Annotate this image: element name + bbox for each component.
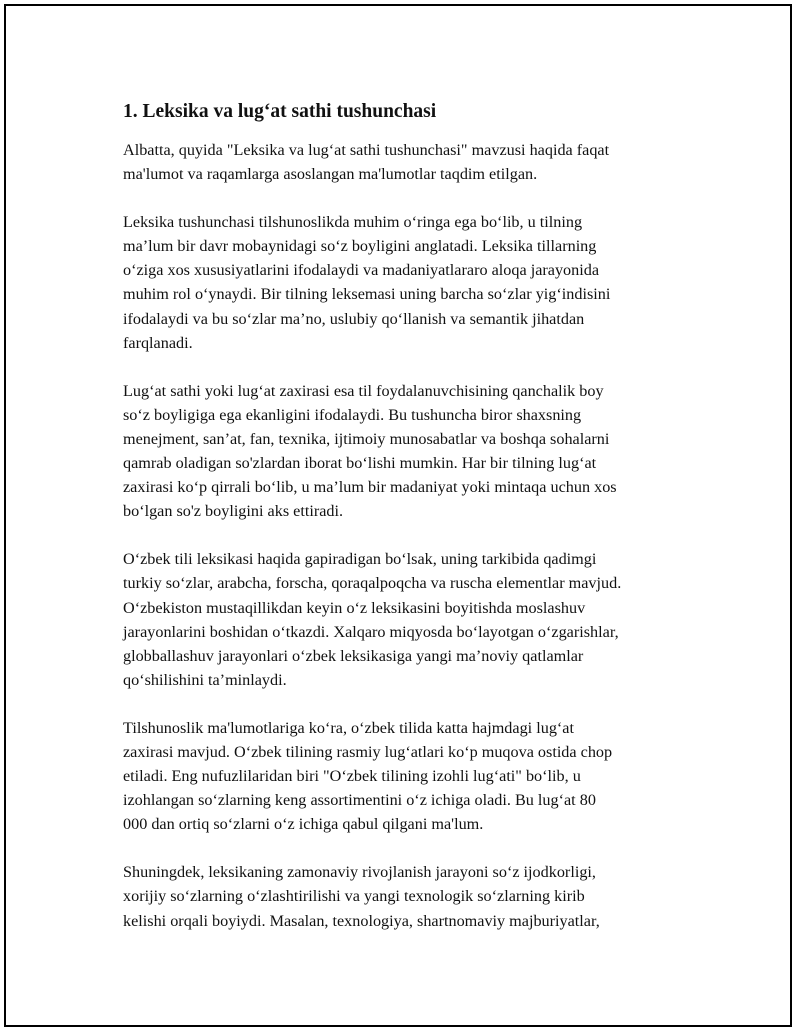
paragraph-leksika: Leksika tushunchasi tilshunoslikda muhim o‘ringa ega bo‘lib, u tilning ma’lum bir davr mobaynidagi so‘z boyligini anglatadi. Leksika tillarning o‘ziga xos xususiyatlarini ifodalaydi va madaniyatlararo aloqa jarayonida muhim rol o‘ynaydi. Bir tilning leksemasi uning barcha so‘zlar yig‘indisini ifodalaydi va bu so‘zlar ma’no, uslubiy qo‘llanish va semantik jihatdan farqlanadi. [123, 213, 611, 352]
paragraph-lugat-zaxirasi: Tilshunoslik ma'lumotlariga ko‘ra, o‘zbek tilida katta hajmdagi lug‘at zaxirasi mavjud. O‘zbek tilining rasmiy lug‘atlari ko‘p muqova ostida chop etiladi. Eng nufuzlilaridan biri "O‘zbek tilining izohli lug‘ati" bo‘lib, u izohlangan so‘zlarning keng assortimentini o‘z ichiga oladi. Bu lug‘at 80 000 dan ortiq so‘zlarni o‘z ichiga qabul qilgani ma'lum. [123, 718, 613, 834]
section-heading: 1. Leksika va lug‘at sathi tushunchasi [123, 101, 437, 122]
document-body [123, 98, 703, 957]
paragraph-zamonaviy-rivojlanish: Shuningdek, leksikaning zamonaviy rivojlanish jarayoni so‘z ijodkorligi, xorijiy so‘zlarning o‘zlashtirilishi va yangi texnologik so‘zlarning kirib kelishi orqali boyiydi. Masalan, texnologiya, shartnomaviy majburiyatlar, [123, 863, 600, 930]
paragraph-lugat-sathi: Lug‘at sathi yoki lug‘at zaxirasi esa til foydalanuvchisining qanchalik boy so‘z boyligiga ega ekanligini ifodalaydi. Bu tushuncha biror shaxsning menejment, san’at, fan, texnika, ijtimoiy munosabatlar va boshqa sohalarni qamrab oladigan so'zlardan iborat bo‘lishi mumkin. Har bir tilning lug‘at zaxirasi ko‘p qirrali bo‘lib, u ma’lum bir madaniyat yoki mintaqa uchun xos bo‘lgan so'z boyligini aks ettiradi. [123, 381, 617, 521]
paragraph-intro: Albatta, quyida "Leksika va lug‘at sathi tushunchasi" mavzusi haqida faqat ma'lumot va raqamlarga asoslangan ma'lumotlar taqdim etilgan. [123, 141, 610, 184]
document-page [4, 4, 792, 1027]
paragraph-uzbek-leksikasi: O‘zbek tili leksikasi haqida gapiradigan bo‘lsak, uning tarkibida qadimgi turkiy so‘zlar, arabcha, forscha, qoraqalpoqcha va ruscha elementlar mavjud. O‘zbekiston mustaqillikdan keyin o‘z leksikasini boyitishda moslashuv jarayonlarini boshidan o‘tkazdi. Xalqaro miqyosda bo‘layotgan o‘zgarishlar, globballashuv jarayonlari o‘zbek leksikasiga yangi ma’noviy qatlamlar qo‘shilishini ta’minlaydi. [123, 550, 622, 689]
